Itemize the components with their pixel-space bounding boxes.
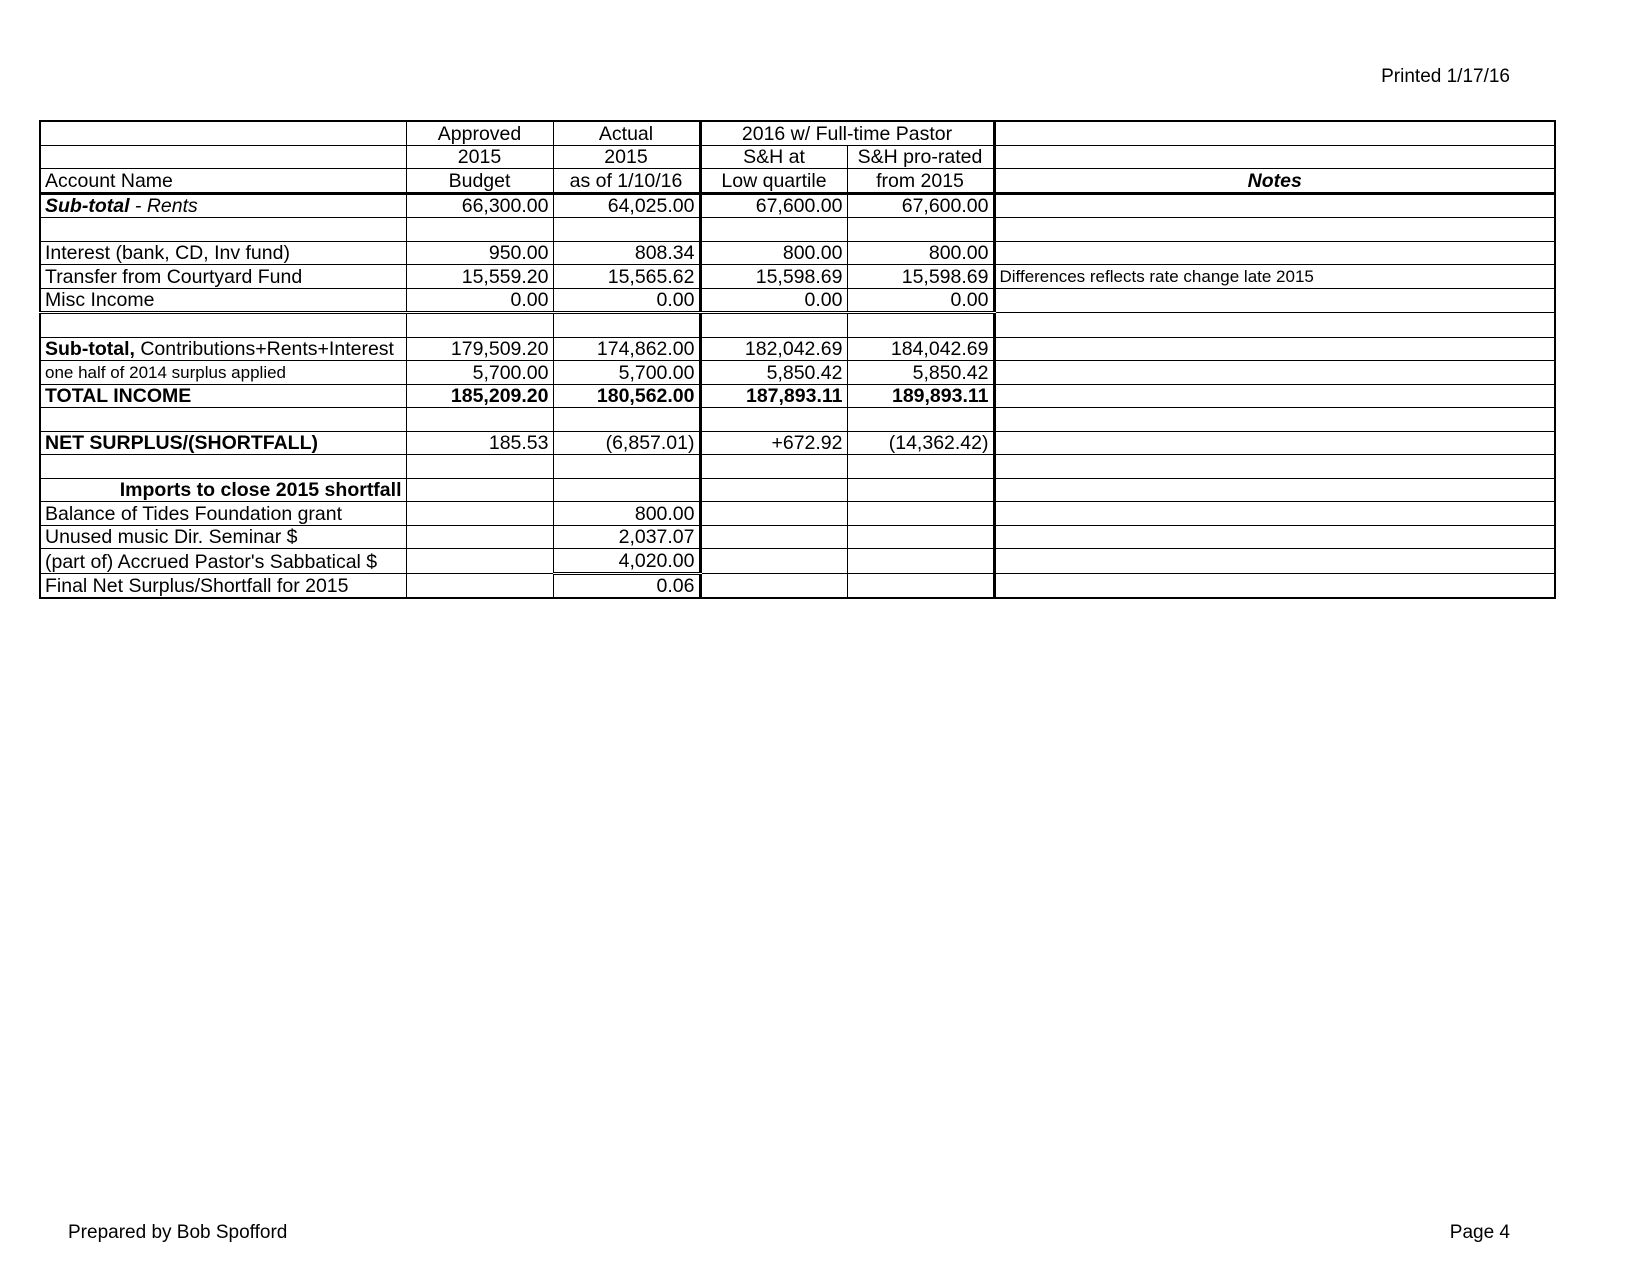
notes-cell <box>994 361 1555 385</box>
blank-row <box>40 313 1555 338</box>
actual-value: 0.00 <box>553 288 700 313</box>
approved-value <box>406 502 553 526</box>
actual-value: 64,025.00 <box>553 193 700 218</box>
blank-row <box>40 408 1555 432</box>
blank-row <box>40 218 1555 242</box>
header-approved-2: 2015 <box>406 145 553 169</box>
sh-low-value: 67,600.00 <box>700 193 847 218</box>
row-label: Unused music Dir. Seminar $ <box>40 525 406 549</box>
approved-value <box>406 573 553 598</box>
sh-pro-value: 67,600.00 <box>847 193 994 218</box>
row-label: (part of) Accrued Pastor's Sabbatical $ <box>40 549 406 574</box>
approved-value: 179,509.20 <box>406 337 553 361</box>
sh-low-value: 0.00 <box>700 288 847 313</box>
actual-value: (6,857.01) <box>553 431 700 455</box>
approved-value: 15,559.20 <box>406 265 553 289</box>
approved-value <box>406 549 553 574</box>
actual-value: 15,565.62 <box>553 265 700 289</box>
row-net-surplus <box>40 431 1555 455</box>
printed-date: Printed 1/17/16 <box>1381 66 1510 87</box>
row-label: Interest (bank, CD, Inv fund) <box>40 241 406 265</box>
notes-cell <box>994 337 1555 361</box>
row-label: Imports to close 2015 shortfall <box>40 478 406 502</box>
header-row-2 <box>40 145 1555 169</box>
sh-low-value: 182,042.69 <box>700 337 847 361</box>
row-music-seminar <box>40 525 1555 549</box>
row-label: Transfer from Courtyard Fund <box>40 265 406 289</box>
row-transfer <box>40 265 1555 289</box>
header-actual-1: Actual <box>553 121 700 145</box>
row-subtotal-rents <box>40 193 1555 218</box>
row-final-net <box>40 573 1555 598</box>
row-sabbatical <box>40 549 1555 574</box>
row-label: TOTAL INCOME <box>40 384 406 408</box>
actual-value: 5,700.00 <box>553 361 700 385</box>
notes-cell <box>994 193 1555 218</box>
header-actual-3: as of 1/10/16 <box>553 169 700 194</box>
actual-value: 2,037.07 <box>553 525 700 549</box>
notes-cell <box>994 288 1555 313</box>
approved-value: 5,700.00 <box>406 361 553 385</box>
approved-value: 185,209.20 <box>406 384 553 408</box>
actual-value: 800.00 <box>553 502 700 526</box>
header-2016-group: 2016 w/ Full-time Pastor <box>700 121 994 145</box>
header-blank <box>40 145 406 169</box>
approved-value: 66,300.00 <box>406 193 553 218</box>
sh-pro-value: 800.00 <box>847 241 994 265</box>
page-number: Page 4 <box>1449 1222 1510 1243</box>
sh-pro-value: (14,362.42) <box>847 431 994 455</box>
sh-pro-value: 184,042.69 <box>847 337 994 361</box>
row-label: Balance of Tides Foundation grant <box>40 502 406 526</box>
sh-pro-value: 5,850.42 <box>847 361 994 385</box>
notes-cell <box>994 384 1555 408</box>
actual-value: 180,562.00 <box>553 384 700 408</box>
header-sh-low-1: S&H at <box>700 145 847 169</box>
header-blank <box>40 121 406 145</box>
sh-low-value: 15,598.69 <box>700 265 847 289</box>
approved-value: 950.00 <box>406 241 553 265</box>
approved-value: 185.53 <box>406 431 553 455</box>
row-half-surplus <box>40 361 1555 385</box>
header-notes-blank <box>994 145 1555 169</box>
blank-row <box>40 455 1555 479</box>
prepared-by: Prepared by Bob Spofford <box>68 1222 288 1243</box>
row-imports-heading <box>40 478 1555 502</box>
sh-low-value: 5,850.42 <box>700 361 847 385</box>
header-actual-2: 2015 <box>553 145 700 169</box>
row-label: Sub-total - Rents <box>40 193 406 218</box>
notes-cell: Differences reflects rate change late 2015 <box>994 265 1555 289</box>
row-label: Misc Income <box>40 288 406 313</box>
header-notes-blank <box>994 121 1555 145</box>
row-interest <box>40 241 1555 265</box>
row-label: NET SURPLUS/(SHORTFALL) <box>40 431 406 455</box>
sh-pro-value: 0.00 <box>847 288 994 313</box>
approved-value: 0.00 <box>406 288 553 313</box>
header-notes: Notes <box>994 169 1555 194</box>
actual-value: 174,862.00 <box>553 337 700 361</box>
sh-low-value: +672.92 <box>700 431 847 455</box>
budget-table <box>39 120 1556 599</box>
row-label: Final Net Surplus/Shortfall for 2015 <box>40 573 406 598</box>
actual-value: 0.06 <box>553 573 700 598</box>
sh-low-value: 187,893.11 <box>700 384 847 408</box>
row-label: one half of 2014 surplus applied <box>40 361 406 385</box>
header-row-3 <box>40 169 1555 194</box>
row-misc-income <box>40 288 1555 313</box>
row-total-income <box>40 384 1555 408</box>
sh-pro-value: 189,893.11 <box>847 384 994 408</box>
row-tides-grant <box>40 502 1555 526</box>
header-approved-1: Approved <box>406 121 553 145</box>
header-row-1 <box>40 121 1555 145</box>
row-label: Sub-total, Contributions+Rents+Interest <box>40 337 406 361</box>
actual-value: 4,020.00 <box>553 549 700 574</box>
header-account-name: Account Name <box>40 169 406 194</box>
header-sh-pro-1: S&H pro-rated <box>847 145 994 169</box>
sh-pro-value: 15,598.69 <box>847 265 994 289</box>
notes-cell <box>994 431 1555 455</box>
header-sh-low-2: Low quartile <box>700 169 847 194</box>
notes-cell <box>994 241 1555 265</box>
header-approved-3: Budget <box>406 169 553 194</box>
row-subtotal-all <box>40 337 1555 361</box>
header-sh-pro-2: from 2015 <box>847 169 994 194</box>
approved-value <box>406 525 553 549</box>
sh-low-value: 800.00 <box>700 241 847 265</box>
actual-value: 808.34 <box>553 241 700 265</box>
